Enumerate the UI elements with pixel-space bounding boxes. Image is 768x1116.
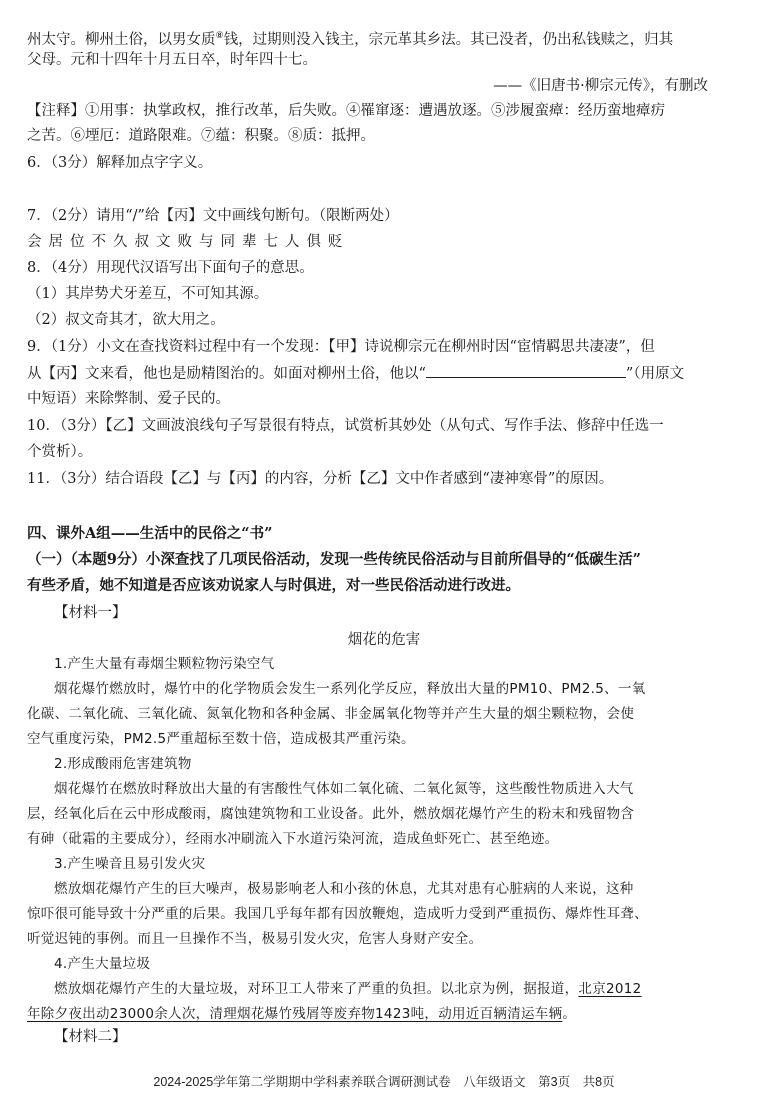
material-para-4-line-2: 年除夕夜出动23000余人次，清理烟花爆竹残屑等废弃物1423吨，动用近百辆清运车辆。 [27, 1006, 577, 1022]
question-8: 8．（4分）用现代汉语写出下面句子的意思。 [27, 260, 314, 276]
material-para-2-line-1: 烟花爆竹在燃放时释放出大量的有害酸性气体如二氧化硫、二氧化氮等，这些酸性物质进入大气 [54, 781, 634, 797]
question-11: 11．（3分）结合语段【乙】与【丙】的内容，分析【乙】文中作者感到“凄神寒骨”的原因。 [27, 471, 614, 487]
underlined-text: 年除夕夜出动23000余人次，清理烟花爆竹残屑等废弃物1423吨，动用近百辆清运车辆 [27, 1006, 563, 1022]
section-intro-1: （一）（本题9分）小深查找了几项民俗活动，发现一些传统民俗活动与目前所倡导的“低碳生活” [27, 551, 642, 568]
question-9-line-2: 从【丙】文来看，他也是励精图治的。如面对柳州土俗，他以“ ”（用原文 [27, 363, 728, 384]
material-heading-4: 4.产生大量垃圾 [54, 956, 151, 972]
material-para-3-line-2: 惊吓很可能导致十分严重的后果。我国几乎每年都有因放鞭炮，造成听力受到严重损伤、爆炸性耳聋、 [27, 906, 648, 922]
question-7-sentence: 会居位不久叔文败与同辈七人俱贬 [27, 234, 350, 250]
annotation-line-1: 【注释】①用事：执掌政权，推行改革，后失败。④罹窜逐：遭遇放逐。⑤涉履蛮瘴：经历蛮地瘴疠 [27, 103, 665, 119]
underlined-text: 北京2012 [578, 981, 642, 997]
material-para-1-line-2: 化碳、二氧化硫、三氧化硫、氮氧化物和各种金属、非金属氧化物等并产生大量的烟尘颗粒物，会使 [27, 706, 635, 722]
footnote-mark: ⑧ [215, 31, 224, 41]
material-para-2-line-2: 层，经氧化后在云中形成酸雨，腐蚀建筑物和工业设备。此外，燃放烟花爆竹产生的粉末和残留物含 [27, 806, 635, 822]
passage-text: 州太守。柳州土俗，以男女质 [27, 31, 216, 48]
passage-source: ——《旧唐书·柳宗元传》，有删改 [493, 78, 708, 94]
question-10-line-2: 个赏析）。 [27, 444, 93, 460]
question-10-line-1: 10．（3分）【乙】文画波浪线句子写景很有特点，试赏析其妙处（从句式、写作手法、修辞中任选一 [27, 418, 664, 434]
passage-line-2: 父母。元和十四年十月五日卒，时年四十七。 [27, 52, 317, 68]
material-para-1-line-3: 空气重度污染，PM2.5严重超标至数十倍，造成极其严重污染。 [27, 731, 415, 747]
material-2-label: 【材料二】 [54, 1029, 127, 1045]
page-footer: 2024-2025学年第二学期期中学科素养联合调研测试卷 八年级语文 第3页 共8页 [153, 1075, 615, 1089]
material-para-1-line-1: 烟花爆竹燃放时，爆竹中的化学物质会发生一系列化学反应，释放出大量的PM10、PM2.5、一氧 [54, 681, 646, 697]
section-title: 四、课外A组——生活中的民俗之“书” [27, 525, 273, 542]
annotation-line-2: 之苦。⑥堙厄：道路限难。⑦蕴：积聚。⑧质：抵押。 [27, 128, 375, 144]
question-8-item-1: （1）其岸势犬牙差互，不可知其源。 [27, 286, 269, 302]
answer-blank[interactable] [426, 363, 626, 378]
section-intro-2: 有些矛盾，她不知道是否应该劝说家人与时俱进，对一些民俗活动进行改进。 [27, 577, 520, 594]
material-1-title: 烟花的危害 [347, 632, 421, 648]
material-para-3-line-1: 燃放烟花爆竹产生的巨大噪声，极易影响老人和小孩的休息，尤其对患有心脏病的人来说，这种 [54, 881, 634, 897]
material-heading-1: 1.产生大量有毒烟尘颗粒物污染空气 [54, 656, 275, 672]
material-para-2-line-3: 有砷（砒霜的主要成分），经雨水冲刷流入下水道污染河流，造成鱼虾死亡、甚至绝迹。 [27, 831, 559, 847]
question-9-line-3: 中短语）来除弊制、爱子民的。 [27, 391, 230, 407]
material-heading-3: 3.产生噪音且易引发火灾 [54, 856, 206, 872]
question-8-item-2: （2）叔文奇其才，欲大用之。 [27, 312, 225, 328]
material-1-label: 【材料一】 [54, 605, 127, 621]
material-heading-2: 2.形成酸雨危害建筑物 [54, 756, 192, 772]
question-7: 7．（2分）请用“/”给【丙】文中画线句断句。（限断两处） [27, 208, 399, 224]
material-para-3-line-3: 听觉迟钝的事例。而且一旦操作不当，极易引发火灾，危害人身财产安全。 [27, 931, 483, 947]
passage-text: 钱，过期则没入钱主，宗元革其乡法。其已没者，仍出私钱赎之，归其 [223, 31, 674, 48]
question-9-line-1: 9．（1分）小文在查找资料过程中有一个发现：【甲】诗说柳宗元在柳州时因“宦情羁思共凄凄”，但 [27, 339, 655, 355]
question-6: 6．（3分）解释加点字字义。 [27, 155, 213, 171]
passage-line-1 [27, 26, 728, 50]
material-para-4-line-1: 燃放烟花爆竹产生的大量垃圾，对环卫工人带来了严重的负担。以北京为例，据报道，北京2012 [54, 981, 642, 997]
